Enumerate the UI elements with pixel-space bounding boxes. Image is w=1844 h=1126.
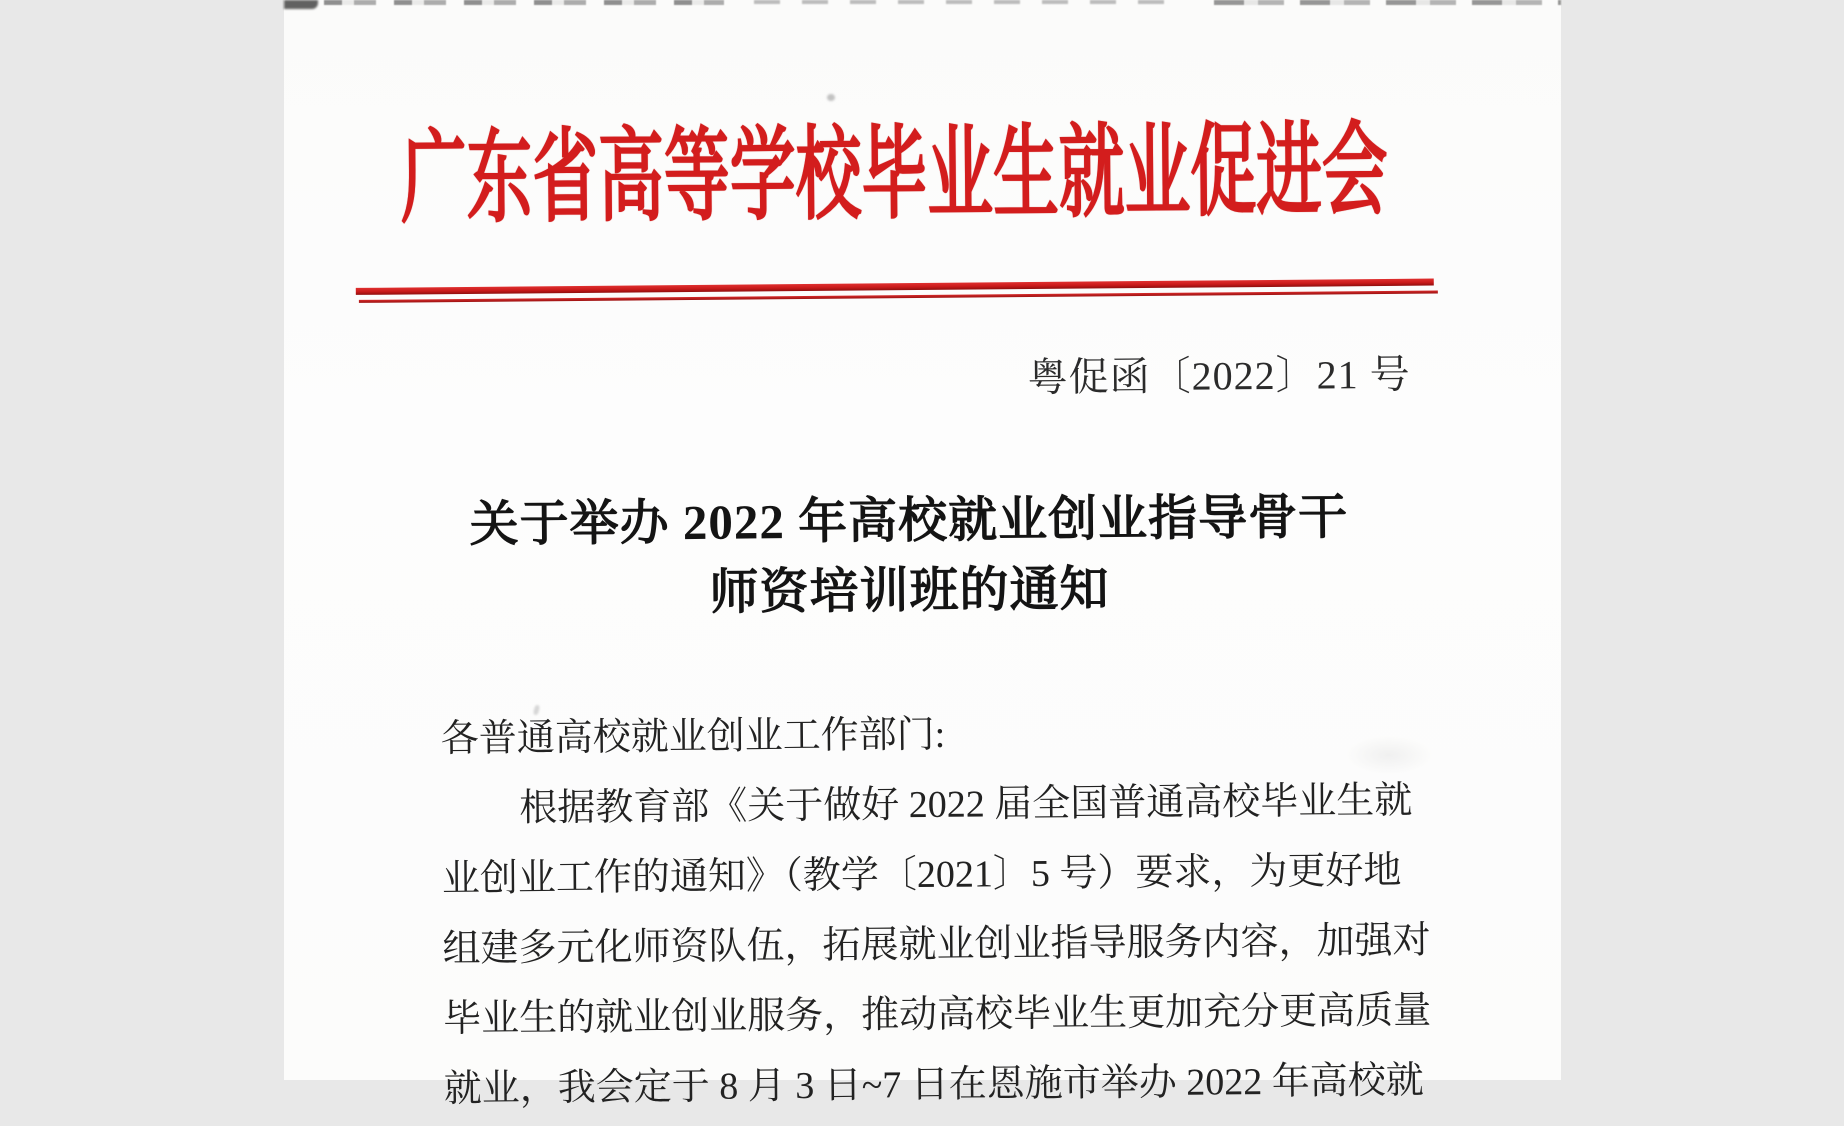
- salutation-line: 各普通高校就业创业工作部门:: [440, 713, 945, 761]
- org-name-text: 广东省高等学校毕业生就业促进会: [399, 114, 1388, 237]
- body-text: [440, 695, 1454, 1124]
- body-line: 毕业生的就业创业服务，推动高校毕业生更加充分更高质量: [442, 989, 1431, 1041]
- body-line: 组建多元化师资队伍，拓展就业创业指导服务内容，加强对: [441, 919, 1431, 971]
- body-line-cutoff: 就业，我会定于 8 月 3 日~7 日在恩施市举办 2022 年高校就: [443, 1059, 1424, 1111]
- doc-title-line1: 关于举办 2022 年高校就业创业指导骨干: [468, 489, 1348, 552]
- doc-title: [283, 481, 1534, 632]
- body-line: 业创业工作的通知》（教学〔2021〕5 号）要求，为更好地: [441, 849, 1402, 901]
- body-line: 根据教育部《关于做好 2022 届全国普通高校毕业生就: [518, 779, 1412, 830]
- scanned-official-document: [284, 0, 1561, 1111]
- document-content: [279, 0, 1565, 1111]
- org-name-header: [399, 114, 1844, 237]
- doc-number: 粤促函〔2022〕21 号: [1026, 351, 1411, 401]
- doc-title-line2: 师资培训班的通知: [708, 561, 1110, 620]
